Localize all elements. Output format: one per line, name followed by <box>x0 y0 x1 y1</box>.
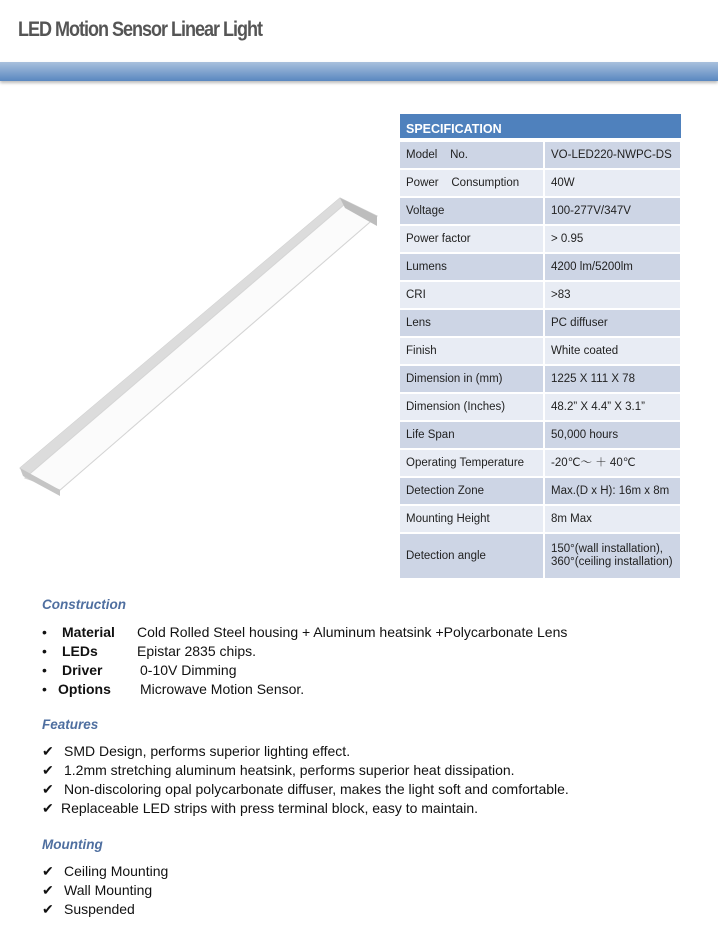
spec-table <box>400 114 682 580</box>
spec-row <box>400 309 681 337</box>
spec-row <box>400 393 681 421</box>
check-icon: ✔ <box>42 800 54 816</box>
check-icon: ✔ <box>42 743 54 759</box>
spec-label: Dimension (Inches) <box>400 393 544 421</box>
spec-value: 150°(wall installation), 360°(ceiling installation) <box>544 533 681 579</box>
spec-row <box>400 365 681 393</box>
feature-item: ✔ 1.2mm stretching aluminum heatsink, performs superior heat dissipation. <box>42 762 515 778</box>
spec-value: 100-277V/347V <box>544 197 681 225</box>
spec-label: Operating Temperature <box>400 449 544 477</box>
spec-row <box>400 533 681 579</box>
spec-label: Finish <box>400 337 544 365</box>
check-icon: ✔ <box>42 863 54 879</box>
spec-row <box>400 505 681 533</box>
feature-item: ✔ Replaceable LED strips with press terminal block, easy to maintain. <box>42 800 479 816</box>
spec-value: 1225 X 111 X 78 <box>544 365 681 393</box>
spec-label: Detection Zone <box>400 477 544 505</box>
spec-row <box>400 421 681 449</box>
check-icon: ✔ <box>42 781 54 797</box>
spec-row <box>400 253 681 281</box>
construction-item: • Options Microwave Motion Sensor. <box>42 681 305 697</box>
spec-value: PC diffuser <box>544 309 681 337</box>
page-title: LED Motion Sensor Linear Light <box>18 18 262 41</box>
product-image <box>15 190 385 500</box>
mounting-heading: Mounting <box>42 837 103 852</box>
spec-value: >83 <box>544 281 681 309</box>
spec-value: Max.(D x H): 16m x 8m <box>544 477 681 505</box>
feature-item: ✔ SMD Design, performs superior lighting effect. <box>42 743 351 759</box>
spec-value: 4200 lm/5200lm <box>544 253 681 281</box>
mounting-item: ✔ Ceiling Mounting <box>42 863 169 879</box>
construction-list <box>42 623 567 699</box>
construction-item: • Driver 0-10V Dimming <box>42 662 237 678</box>
spec-header: SPECIFICATION <box>400 114 681 140</box>
spec-value: 40W <box>544 169 681 197</box>
construction-item: • Material Cold Rolled Steel housing + Aluminum heatsink +Polycarbonate Lens <box>42 624 568 640</box>
spec-row <box>400 225 681 253</box>
header-band <box>0 62 718 81</box>
spec-row <box>400 477 681 505</box>
spec-label: Power Consumption <box>400 169 544 197</box>
mounting-list <box>42 862 168 919</box>
features-list <box>42 742 569 818</box>
spec-value: -20℃～ ＋ 40℃ <box>544 449 681 477</box>
check-icon: ✔ <box>42 762 54 778</box>
spec-label: Model No. <box>400 140 544 169</box>
spec-row <box>400 197 681 225</box>
construction-item: • LEDs Epistar 2835 chips. <box>42 643 257 659</box>
features-heading: Features <box>42 717 99 732</box>
spec-label: Voltage <box>400 197 544 225</box>
spec-value: VO-LED220-NWPC-DS <box>544 140 681 169</box>
spec-value: 50,000 hours <box>544 421 681 449</box>
check-icon: ✔ <box>42 901 54 917</box>
spec-row <box>400 281 681 309</box>
spec-row <box>400 169 681 197</box>
mounting-item: ✔ Wall Mounting <box>42 882 153 898</box>
spec-row <box>400 140 681 169</box>
spec-label: Lens <box>400 309 544 337</box>
spec-value: 8m Max <box>544 505 681 533</box>
spec-value: White coated <box>544 337 681 365</box>
check-icon: ✔ <box>42 882 54 898</box>
spec-label: Power factor <box>400 225 544 253</box>
spec-label: Dimension in (mm) <box>400 365 544 393</box>
spec-value: > 0.95 <box>544 225 681 253</box>
spec-label: Mounting Height <box>400 505 544 533</box>
spec-label: Detection angle <box>400 533 544 579</box>
spec-row <box>400 337 681 365</box>
spec-label: Life Span <box>400 421 544 449</box>
mounting-item: ✔ Suspended <box>42 901 135 917</box>
construction-heading: Construction <box>42 597 126 612</box>
feature-item: ✔ Non-discoloring opal polycarbonate diffuser, makes the light soft and comfortable. <box>42 781 569 797</box>
spec-row <box>400 449 681 477</box>
spec-label: Lumens <box>400 253 544 281</box>
spec-value: 48.2” X 4.4” X 3.1” <box>544 393 681 421</box>
spec-label: CRI <box>400 281 544 309</box>
